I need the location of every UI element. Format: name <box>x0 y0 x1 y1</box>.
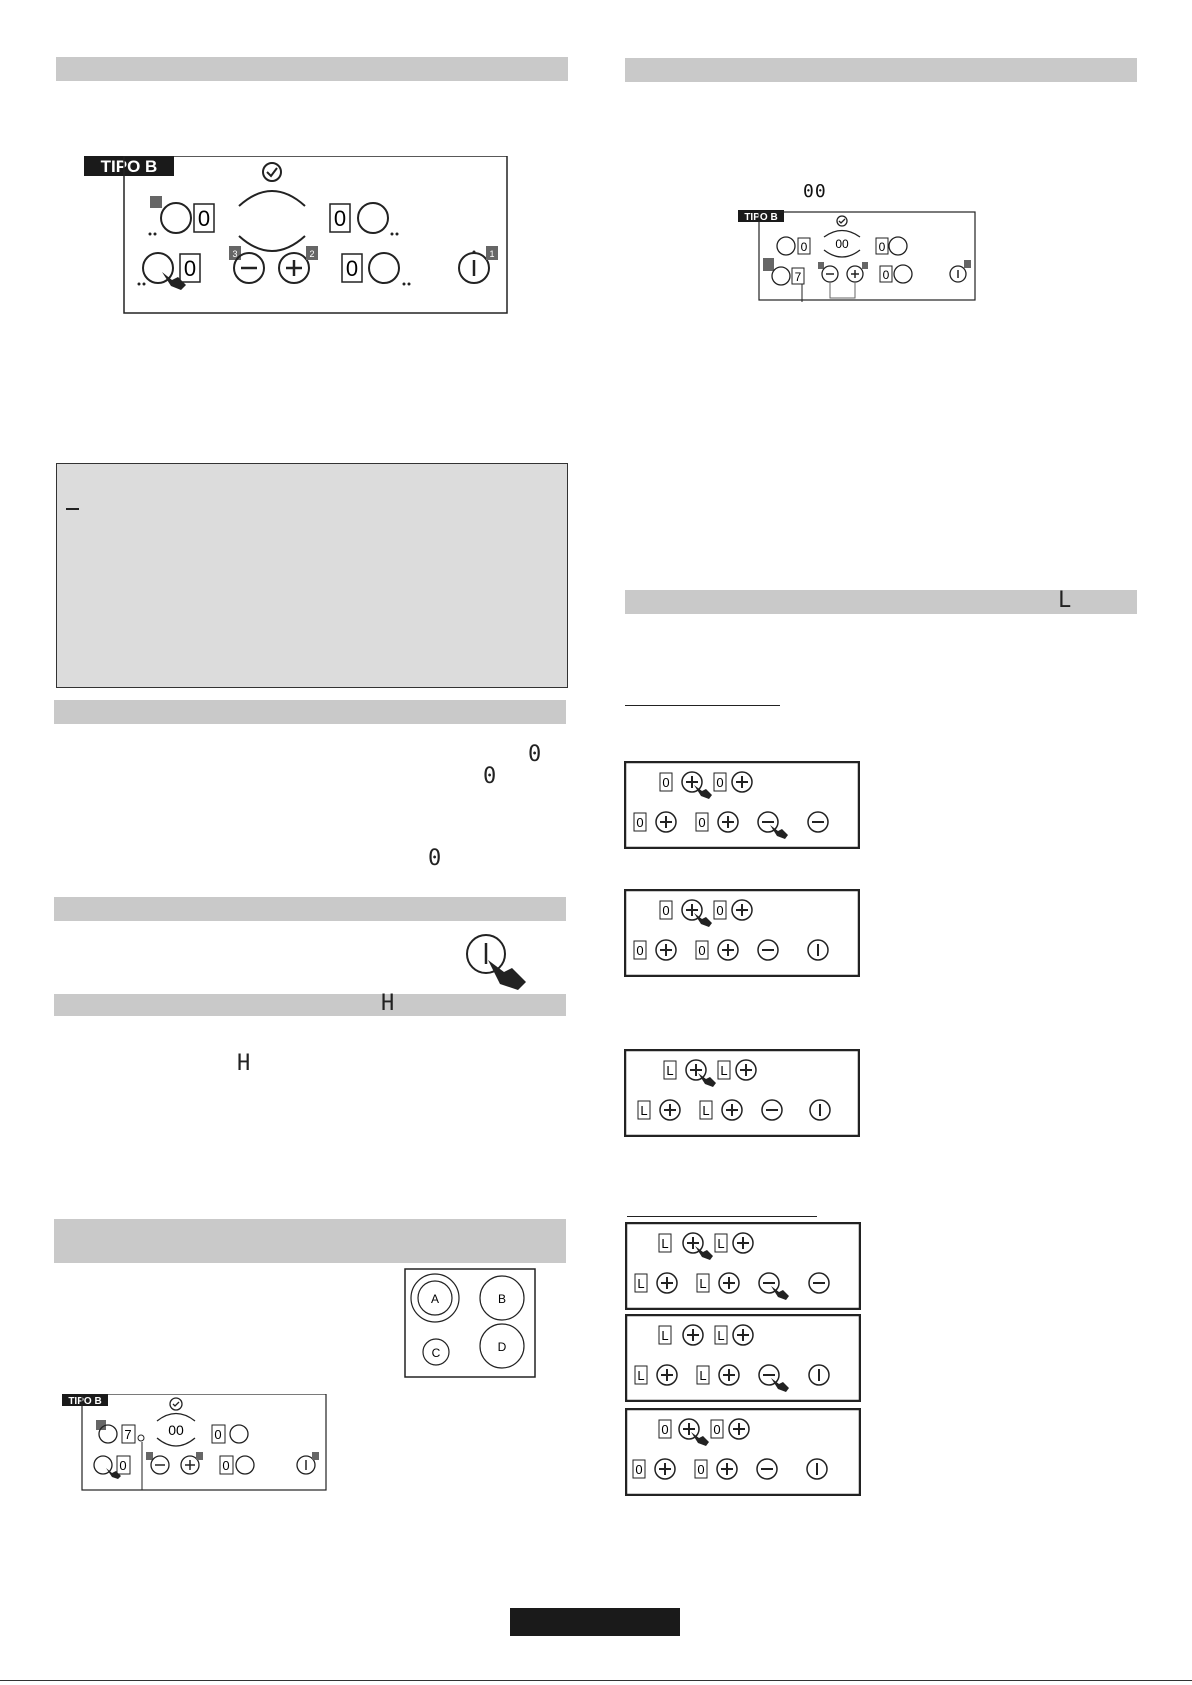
svg-text:C: C <box>431 1346 441 1360</box>
svg-text:0: 0 <box>716 903 724 918</box>
svg-text:0: 0 <box>662 903 670 918</box>
svg-text:7: 7 <box>794 270 802 284</box>
svg-text:0: 0 <box>698 943 706 958</box>
svg-text:L: L <box>702 1103 710 1118</box>
svg-text:L: L <box>640 1103 648 1118</box>
svg-text:3: 3 <box>232 249 238 259</box>
svg-text:L: L <box>699 1276 707 1291</box>
display-zero: 0 <box>428 846 442 871</box>
svg-text:0: 0 <box>119 1458 127 1473</box>
svg-text:L: L <box>720 1063 728 1078</box>
pointing-hand-icon <box>771 1378 789 1392</box>
control-panel-diagram-small <box>62 1394 328 1494</box>
step-diagram-1 <box>624 761 860 849</box>
svg-text:0: 0 <box>333 206 347 231</box>
svg-text:00: 00 <box>168 1422 184 1438</box>
svg-text:2: 2 <box>309 249 315 259</box>
svg-text:L: L <box>717 1328 725 1343</box>
svg-text:7: 7 <box>124 1427 132 1442</box>
step-diagram-4 <box>625 1222 861 1310</box>
svg-text:L: L <box>666 1063 674 1078</box>
svg-text:L: L <box>699 1368 707 1383</box>
svg-text:0: 0 <box>197 206 211 231</box>
section-header-bar <box>625 58 1137 82</box>
timer-icon <box>170 1398 182 1410</box>
svg-text:0: 0 <box>662 775 670 790</box>
svg-text:0: 0 <box>882 268 890 282</box>
svg-text:B: B <box>497 1292 507 1306</box>
svg-text:0: 0 <box>636 943 644 958</box>
page-footer-block <box>510 1608 680 1636</box>
svg-text:0: 0 <box>635 1462 643 1477</box>
timer-display-label: 00 <box>803 181 827 202</box>
selector-square <box>150 196 162 208</box>
hob-zones-diagram <box>404 1268 536 1378</box>
underline <box>625 705 780 706</box>
svg-text:0: 0 <box>716 775 724 790</box>
pointing-hand-icon <box>488 960 526 990</box>
pointing-hand-icon <box>691 1432 709 1446</box>
svg-text:0: 0 <box>222 1458 230 1473</box>
svg-text:TIPO B: TIPO B <box>744 212 778 223</box>
timer-icon <box>837 216 847 226</box>
note-dash <box>66 508 79 510</box>
control-panel-diagram-small <box>738 210 978 304</box>
step-diagram-5 <box>625 1314 861 1402</box>
svg-text:A: A <box>430 1292 440 1306</box>
svg-text:0: 0 <box>878 240 886 254</box>
note-box <box>56 463 568 688</box>
display-zero: 0 <box>528 742 542 767</box>
svg-text:0: 0 <box>345 256 359 281</box>
power-button-diagram <box>464 930 536 996</box>
svg-text:0: 0 <box>636 815 644 830</box>
pointing-hand-icon <box>695 1246 713 1260</box>
page-bottom-rule <box>0 1680 1192 1681</box>
control-panel-diagram <box>84 156 514 316</box>
display-L: L <box>1058 588 1072 613</box>
section-header-bar <box>54 1219 566 1263</box>
display-zero: 0 <box>483 764 497 789</box>
svg-text:0: 0 <box>713 1422 721 1437</box>
svg-text:00: 00 <box>835 237 849 251</box>
underline <box>627 1216 817 1217</box>
section-header-bar <box>56 57 568 81</box>
display-H: H <box>381 991 395 1016</box>
pointing-hand-icon <box>771 1286 789 1300</box>
pointing-hand-icon <box>694 785 712 799</box>
pointing-hand-icon <box>698 1073 716 1087</box>
tipo-label: TIPO B <box>100 157 158 176</box>
section-header-bar <box>54 700 566 724</box>
svg-text:0: 0 <box>800 240 808 254</box>
svg-text:1: 1 <box>489 249 495 259</box>
zone-button <box>161 203 191 233</box>
step-diagram-3 <box>624 1049 860 1137</box>
svg-text:0: 0 <box>698 815 706 830</box>
step-diagram-6 <box>625 1408 861 1496</box>
svg-text:TIPO B: TIPO B <box>68 1396 102 1407</box>
pointing-hand-icon <box>770 825 788 839</box>
svg-text:L: L <box>661 1328 669 1343</box>
svg-text:D: D <box>497 1340 507 1354</box>
svg-text:L: L <box>637 1276 645 1291</box>
section-header-bar <box>54 897 566 921</box>
step-diagram-2 <box>624 889 860 977</box>
svg-text:0: 0 <box>214 1427 222 1442</box>
timer-icon <box>263 163 281 181</box>
display-H: H <box>237 1051 251 1076</box>
svg-text:0: 0 <box>183 256 197 281</box>
svg-text:L: L <box>637 1368 645 1383</box>
svg-text:L: L <box>661 1236 669 1251</box>
svg-text:0: 0 <box>697 1462 705 1477</box>
section-header-bar <box>54 994 566 1016</box>
svg-text:0: 0 <box>661 1422 669 1437</box>
svg-text:L: L <box>717 1236 725 1251</box>
pointing-hand-icon <box>694 913 712 927</box>
